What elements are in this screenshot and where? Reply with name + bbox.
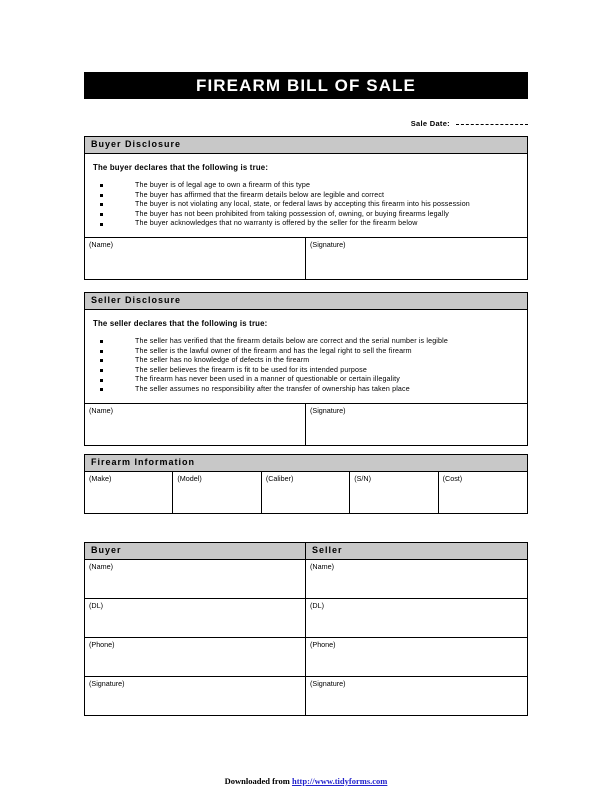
- list-item: [93, 200, 519, 210]
- list-item-text: The seller has verified that the firearm details below are correct and the serial number is legible: [135, 337, 448, 345]
- buyer-phone-field[interactable]: [85, 638, 306, 676]
- parties-buyer-heading: Buyer: [85, 543, 306, 559]
- buyer-name-field[interactable]: [85, 560, 306, 598]
- seller-name-label: (Name): [310, 562, 334, 571]
- seller-disclosure-signature-field[interactable]: [306, 404, 527, 445]
- firearm-model-label: (Model): [177, 474, 202, 483]
- parties-seller-heading: Seller: [312, 545, 343, 555]
- square-bullet-icon: [100, 379, 103, 382]
- list-item-text: The buyer has not been prohibited from taking possession of, owning, or buying firearms legally: [135, 209, 449, 218]
- list-item-text: The buyer is not violating any local, state, or federal laws by accepting this firearm into his possession: [135, 200, 470, 209]
- firearm-cost-field[interactable]: [439, 472, 527, 513]
- square-bullet-icon: [100, 369, 103, 372]
- parties-table: [84, 542, 528, 716]
- firearm-serial-number-field[interactable]: [350, 472, 438, 513]
- firearm-make-label: (Make): [89, 474, 112, 483]
- square-bullet-icon: [100, 388, 103, 391]
- buyer-disclosure-heading: Buyer Disclosure: [85, 137, 527, 154]
- buyer-disclosure-signature-label: (Signature): [310, 239, 346, 249]
- sale-date-label: Sale Date:: [410, 119, 450, 128]
- square-bullet-icon: [100, 194, 103, 197]
- footer-source-link[interactable]: http://www.tidyforms.com: [291, 776, 388, 786]
- table-row: [85, 560, 527, 599]
- buyer-disclosure-signature-row: [85, 237, 527, 279]
- buyer-disclosure-lead: The buyer declares that the following is true:: [93, 163, 269, 172]
- seller-drivers-license-field[interactable]: [306, 599, 527, 637]
- document-title-bar: [84, 72, 528, 99]
- square-bullet-icon: [100, 340, 103, 343]
- seller-disclosure-signature-row: [85, 403, 527, 445]
- table-row: [85, 599, 527, 638]
- buyer-signature-label: (Signature): [89, 679, 125, 688]
- firearm-information-heading: Firearm Information: [85, 455, 527, 472]
- firearm-caliber-field[interactable]: [262, 472, 350, 513]
- seller-disclosure-name-field[interactable]: [85, 404, 306, 445]
- list-item: [93, 191, 519, 201]
- buyer-drivers-license-field[interactable]: [85, 599, 306, 637]
- square-bullet-icon: [100, 213, 103, 216]
- firearm-information-section: [84, 454, 528, 514]
- list-item-text: The seller believes the firearm is fit to be used for its intended purpose: [135, 365, 367, 374]
- list-item-text: The buyer acknowledges that no warranty is offered by the seller for the firearm below: [135, 219, 418, 228]
- table-row: [85, 677, 527, 715]
- sale-date-input[interactable]: [456, 123, 528, 125]
- list-item: [93, 337, 519, 347]
- firearm-information-row: [85, 472, 527, 513]
- list-item: [93, 181, 519, 191]
- page-title: FIREARM BILL OF SALE: [195, 75, 416, 95]
- square-bullet-icon: [100, 184, 103, 187]
- seller-signature-field[interactable]: [306, 677, 527, 715]
- list-item-text: The buyer is of legal age to own a firearm of this type: [135, 181, 311, 189]
- footer-prefix: Downloaded from: [224, 776, 292, 786]
- list-item-text: The firearm has never been used in a manner of questionable or certain illegality: [135, 375, 400, 384]
- list-item: [93, 375, 519, 385]
- seller-phone-field[interactable]: [306, 638, 527, 676]
- firearm-caliber-label: (Caliber): [265, 474, 294, 483]
- list-item-text: The seller assumes no responsibility after the transfer of ownership has taken place: [135, 384, 410, 393]
- list-item-text: The buyer has affirmed that the firearm details below are legible and correct: [135, 190, 385, 199]
- seller-name-field[interactable]: [306, 560, 527, 598]
- parties-table-header: [85, 543, 527, 560]
- seller-disclosure-heading: Seller Disclosure: [85, 293, 527, 310]
- seller-disclosure-lead: The seller declares that the following is true:: [93, 319, 268, 328]
- table-row: [85, 638, 527, 677]
- list-item: [93, 347, 519, 357]
- square-bullet-icon: [100, 203, 103, 206]
- buyer-disclosure-section: [84, 136, 528, 280]
- firearm-serial-number-label: (S/N): [354, 474, 371, 483]
- seller-disclosure-bullet-list: [93, 337, 519, 395]
- firearm-cost-label: (Cost): [442, 474, 463, 483]
- buyer-disclosure-signature-field[interactable]: [306, 238, 527, 279]
- seller-disclosure-section: [84, 292, 528, 446]
- buyer-signature-field[interactable]: [85, 677, 306, 715]
- buyer-disclosure-name-label: (Name): [89, 239, 113, 249]
- list-item: [93, 210, 519, 220]
- sale-date-row: [84, 119, 528, 128]
- seller-phone-label: (Phone): [310, 640, 336, 649]
- buyer-name-label: (Name): [89, 562, 113, 571]
- buyer-disclosure-name-field[interactable]: [85, 238, 306, 279]
- square-bullet-icon: [100, 223, 103, 226]
- seller-disclosure-name-label: (Name): [89, 405, 113, 415]
- buyer-disclosure-bullet-list: [93, 181, 519, 229]
- firearm-model-field[interactable]: [173, 472, 261, 513]
- footer: [0, 776, 612, 786]
- buyer-drivers-license-label: (DL): [89, 601, 103, 610]
- list-item: [93, 366, 519, 376]
- seller-signature-label: (Signature): [310, 679, 346, 688]
- buyer-phone-label: (Phone): [89, 640, 115, 649]
- list-item: [93, 356, 519, 366]
- list-item: [93, 385, 519, 395]
- buyer-disclosure-body: [85, 154, 527, 237]
- square-bullet-icon: [100, 359, 103, 362]
- seller-disclosure-body: [85, 310, 527, 403]
- list-item: [93, 219, 519, 229]
- list-item-text: The seller is the lawful owner of the firearm and has the legal right to sell the firearm: [135, 346, 412, 355]
- seller-disclosure-signature-label: (Signature): [310, 405, 346, 415]
- square-bullet-icon: [100, 350, 103, 353]
- seller-drivers-license-label: (DL): [310, 601, 324, 610]
- firearm-make-field[interactable]: [85, 472, 173, 513]
- list-item-text: The seller has no knowledge of defects in the firearm: [135, 356, 310, 365]
